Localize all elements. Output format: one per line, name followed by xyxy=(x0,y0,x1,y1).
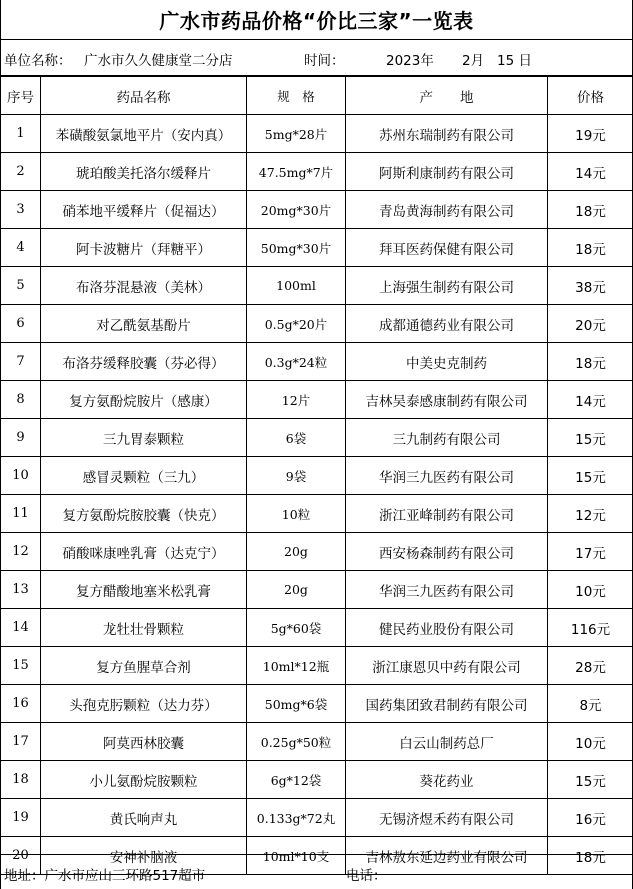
cell-index: 18 xyxy=(1,761,41,799)
cell-maker: 白云山制药总厂 xyxy=(346,723,548,761)
cell-price: 17元 xyxy=(548,533,633,571)
cell-maker: 华润三九医药有限公司 xyxy=(346,457,548,495)
cell-spec: 0.3g*24粒 xyxy=(247,343,346,381)
col-header-name: 药品名称 xyxy=(41,77,247,115)
cell-spec: 50mg*30片 xyxy=(247,229,346,267)
table-row xyxy=(1,267,633,305)
cell-index: 7 xyxy=(1,343,41,381)
cell-drug-name: 对乙酰氨基酚片 xyxy=(41,305,247,343)
cell-drug-name: 龙牡壮骨颗粒 xyxy=(41,609,247,647)
cell-drug-name: 小儿氨酚烷胺颗粒 xyxy=(41,761,247,799)
cell-price: 12元 xyxy=(548,495,633,533)
cell-maker: 西安杨森制药有限公司 xyxy=(346,533,548,571)
cell-drug-name: 三九胃泰颗粒 xyxy=(41,419,247,457)
cell-drug-name: 苯磺酸氨氯地平片（安内真） xyxy=(41,115,247,153)
cell-price: 15元 xyxy=(548,761,633,799)
cell-index: 12 xyxy=(1,533,41,571)
cell-price: 14元 xyxy=(548,381,633,419)
cell-maker: 中美史克制药 xyxy=(346,343,548,381)
cell-drug-name: 感冒灵颗粒（三九） xyxy=(41,457,247,495)
cell-maker: 成都通德药业有限公司 xyxy=(346,305,548,343)
table-row xyxy=(1,153,633,191)
cell-maker: 浙江亚峰制药有限公司 xyxy=(346,495,548,533)
time-label: 时间： xyxy=(304,53,345,69)
cell-index: 19 xyxy=(1,799,41,837)
footer-phone-label: 电话： xyxy=(346,868,387,884)
cell-maker: 苏州东瑞制药有限公司 xyxy=(346,115,548,153)
col-header-price: 价格 xyxy=(548,77,633,115)
col-header-index: 序号 xyxy=(1,77,41,115)
cell-price: 14元 xyxy=(548,153,633,191)
cell-spec: 0.5g*20片 xyxy=(247,305,346,343)
cell-index: 2 xyxy=(1,153,41,191)
cell-index: 8 xyxy=(1,381,41,419)
cell-spec: 5g*60袋 xyxy=(247,609,346,647)
cell-drug-name: 复方氨酚烷胺片（感康） xyxy=(41,381,247,419)
cell-price: 18元 xyxy=(548,191,633,229)
store-info-row xyxy=(0,40,633,76)
cell-index: 20 xyxy=(1,837,41,875)
cell-index: 13 xyxy=(1,571,41,609)
cell-price: 15元 xyxy=(548,457,633,495)
cell-price: 8元 xyxy=(548,685,633,723)
cell-spec: 20g xyxy=(247,571,346,609)
cell-drug-name: 安神补脑液 xyxy=(41,837,247,875)
cell-index: 9 xyxy=(1,419,41,457)
cell-maker: 拜耳医药保健有限公司 xyxy=(346,229,548,267)
cell-price: 116元 xyxy=(548,609,633,647)
cell-spec: 5mg*28片 xyxy=(247,115,346,153)
col-header-spec: 规 格 xyxy=(247,77,346,115)
page-title: 广水市药品价格“价比三家”一览表 xyxy=(0,0,633,40)
drug-price-table xyxy=(0,76,633,875)
cell-price: 15元 xyxy=(548,419,633,457)
table-row xyxy=(1,799,633,837)
cell-index: 14 xyxy=(1,609,41,647)
cell-index: 15 xyxy=(1,647,41,685)
table-row xyxy=(1,191,633,229)
table-row xyxy=(1,685,633,723)
cell-maker: 国药集团致君制药有限公司 xyxy=(346,685,548,723)
cell-spec: 12片 xyxy=(247,381,346,419)
cell-maker: 阿斯利康制药有限公司 xyxy=(346,153,548,191)
cell-spec: 6g*12袋 xyxy=(247,761,346,799)
table-row xyxy=(1,229,633,267)
table-row xyxy=(1,647,633,685)
col-header-maker: 产 地 xyxy=(346,77,548,115)
cell-price: 38元 xyxy=(548,267,633,305)
cell-index: 11 xyxy=(1,495,41,533)
cell-spec: 10ml*10支 xyxy=(247,837,346,875)
table-row xyxy=(1,305,633,343)
cell-drug-name: 复方氨酚烷胺胶囊（快克） xyxy=(41,495,247,533)
date-day: 15 日 xyxy=(497,53,532,69)
cell-maker: 上海强生制药有限公司 xyxy=(346,267,548,305)
cell-maker: 浙江康恩贝中药有限公司 xyxy=(346,647,548,685)
cell-spec: 10ml*12瓶 xyxy=(247,647,346,685)
cell-maker: 吉林吴泰感康制药有限公司 xyxy=(346,381,548,419)
cell-spec: 20mg*30片 xyxy=(247,191,346,229)
cell-drug-name: 复方鱼腥草合剂 xyxy=(41,647,247,685)
cell-maker: 三九制药有限公司 xyxy=(346,419,548,457)
cell-maker: 健民药业股份有限公司 xyxy=(346,609,548,647)
cell-spec: 0.133g*72丸 xyxy=(247,799,346,837)
cell-spec: 20g xyxy=(247,533,346,571)
cell-price: 28元 xyxy=(548,647,633,685)
cell-spec: 47.5mg*7片 xyxy=(247,153,346,191)
cell-drug-name: 布洛芬混悬液（美林） xyxy=(41,267,247,305)
store-label: 单位名称： xyxy=(4,53,72,69)
table-row xyxy=(1,381,633,419)
cell-drug-name: 布洛芬缓释胶囊（芬必得） xyxy=(41,343,247,381)
cell-price: 18元 xyxy=(548,837,633,875)
table-row xyxy=(1,723,633,761)
table-header-row xyxy=(1,77,633,115)
cell-drug-name: 硝酸咪康唑乳膏（达克宁） xyxy=(41,533,247,571)
cell-spec: 9袋 xyxy=(247,457,346,495)
cell-index: 17 xyxy=(1,723,41,761)
cell-index: 5 xyxy=(1,267,41,305)
footer-row xyxy=(0,854,633,889)
store-name: 广水市久久健康堂二分店 xyxy=(84,53,233,69)
cell-drug-name: 阿卡波糖片（拜糖平） xyxy=(41,229,247,267)
cell-drug-name: 硝苯地平缓释片（促福达） xyxy=(41,191,247,229)
cell-drug-name: 琥珀酸美托洛尔缓释片 xyxy=(41,153,247,191)
cell-drug-name: 黄氏响声丸 xyxy=(41,799,247,837)
cell-drug-name: 复方醋酸地塞米松乳膏 xyxy=(41,571,247,609)
cell-price: 20元 xyxy=(548,305,633,343)
cell-maker: 华润三九医药有限公司 xyxy=(346,571,548,609)
cell-spec: 0.25g*50粒 xyxy=(247,723,346,761)
table-body xyxy=(1,115,633,875)
cell-maker: 青岛黄海制药有限公司 xyxy=(346,191,548,229)
cell-price: 19元 xyxy=(548,115,633,153)
table-row xyxy=(1,343,633,381)
cell-index: 16 xyxy=(1,685,41,723)
cell-index: 6 xyxy=(1,305,41,343)
cell-index: 3 xyxy=(1,191,41,229)
date-month: 2月 xyxy=(462,53,485,69)
cell-price: 18元 xyxy=(548,229,633,267)
cell-price: 16元 xyxy=(548,799,633,837)
table-row xyxy=(1,115,633,153)
cell-maker: 葵花药业 xyxy=(346,761,548,799)
cell-index: 4 xyxy=(1,229,41,267)
table-row xyxy=(1,495,633,533)
table-row xyxy=(1,457,633,495)
table-row xyxy=(1,571,633,609)
table-row xyxy=(1,609,633,647)
cell-maker: 吉林敖东延边药业有限公司 xyxy=(346,837,548,875)
cell-drug-name: 阿莫西林胶囊 xyxy=(41,723,247,761)
cell-spec: 50mg*6袋 xyxy=(247,685,346,723)
cell-price: 10元 xyxy=(548,723,633,761)
cell-spec: 10粒 xyxy=(247,495,346,533)
footer-address: 地址：广水市应山三环路517超市 xyxy=(4,868,206,884)
table-row xyxy=(1,761,633,799)
cell-price: 10元 xyxy=(548,571,633,609)
cell-maker: 无锡济煜禾药有限公司 xyxy=(346,799,548,837)
cell-spec: 6袋 xyxy=(247,419,346,457)
cell-spec: 100ml xyxy=(247,267,346,305)
cell-price: 18元 xyxy=(548,343,633,381)
table-row xyxy=(1,419,633,457)
table-row xyxy=(1,533,633,571)
cell-index: 10 xyxy=(1,457,41,495)
cell-index: 1 xyxy=(1,115,41,153)
date-year: 2023年 xyxy=(386,53,434,69)
cell-drug-name: 头孢克肟颗粒（达力芬） xyxy=(41,685,247,723)
